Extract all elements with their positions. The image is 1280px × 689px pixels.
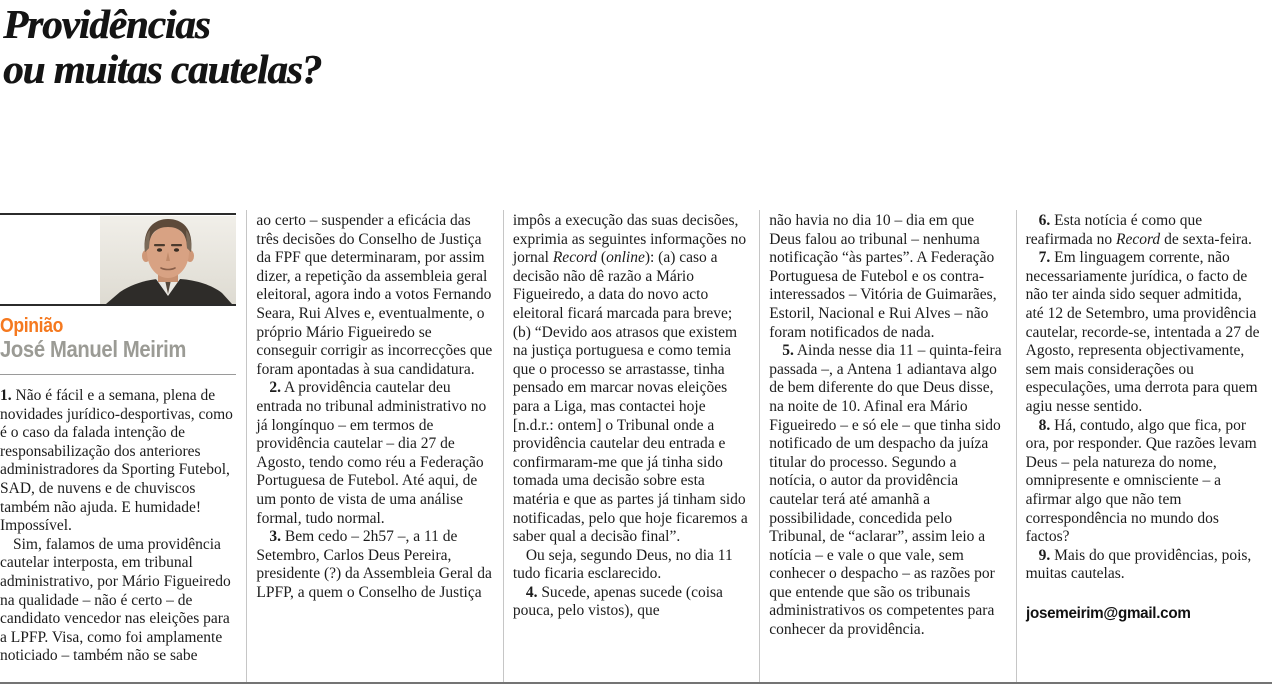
column-text [513, 210, 749, 621]
text-column-2 [246, 210, 502, 683]
article-columns [0, 210, 1272, 683]
paragraph: 4. Sucede, apenas sucede (coisa pouca, pelo vistos), que [512, 583, 723, 620]
headline-line-2: ou muitas cautelas? [3, 46, 322, 92]
bottom-divider [0, 682, 1272, 684]
paragraph: 1. Não é fácil e a semana, plena de novidades jurídico-desportivas, como é o caso da falada intenção de responsabilização dos anteriores administradores da Sporting Futebol, SAD, de nuvens e de chuviscos também não ajuda. E humidade! Impossível. [0, 387, 233, 535]
paragraph: impôs a execução das suas decisões, exprimia as seguintes informações no jornal Record (online): (a) caso a decisão não dê razão a Mário Figueiredo, a data do novo acto eleitoral ficará marcada para breve; (b) “Devido aos atrasos que existem na justiça portuguesa e como temia que o processo se arrastasse, tinha pensado em marcar novas eleições para a Liga, mas contactei hoje [n.d.r.: ontem] o Tribunal onde a providência cautelar deu entrada e confirmaram-me que já tinha sido tomada uma decisão sobre esta matéria e que as partes já tinham sido notificadas, pelo que hoje ficaremos a saber qual a decisão final”. [512, 212, 748, 546]
column-text [0, 385, 236, 666]
paragraph: 8. Há, contudo, algo que fica, por ora, por responder. Que razões levam Deus – pela natureza do nome, omnipresente e omnisciente – a afirmar algo que não tem correspondência no mundo dos factos? [1025, 416, 1257, 546]
divider [0, 213, 236, 215]
paragraph: 2. A providência cautelar deu entrada no tribunal administrativo no já longínquo – em termos de providência cautelar – dia 27 de Agosto, tendo como réu a Federação Portuguesa de Futebol. Até aqui, de um ponto de vista de uma análise formal, tudo normal. [256, 379, 487, 527]
divider [0, 304, 236, 306]
paragraph: 9. Mais do que providências, pois, muitas cautelas. [1025, 546, 1252, 583]
text-column-4 [759, 210, 1015, 683]
author-email: josemeirim@gmail.com [1025, 604, 1191, 622]
section-label: Opinião [0, 315, 64, 337]
column-text [256, 210, 492, 602]
column-text [1026, 210, 1262, 584]
paragraph: 5. Ainda nesse dia 11 – quinta-feira passada –, a Antena 1 adiantava algo de bem diferente do que Deus disse, na noite de 10. Afinal era Mário Figueiredo – e só ele – que tinha sido notificado de um despacho da juíza titular do processo. Segundo a notícia, o autor da providência cautelar terá até amanhã a possibilidade, concedida pelo Tribunal, de “aclarar”, assim leio a notícia – e vale o que vale, sem conhecer o despacho – as razões por que entende que são os tribunais administrativos os competentes para conhecer da providência. [769, 342, 1002, 639]
paragraph: 7. Em linguagem corrente, não necessariamente jurídica, o facto de não ter ainda sido sequer admitida, até 12 de Setembro, uma providência cautelar, recorde-se, intentada a 27 de Agosto, representa objectivamente, sem mais considerações ou especulações, uma derrota para quem agiu nesse sentido. [1025, 249, 1260, 415]
paragraph: Sim, falamos de uma providência cautelar interposta, em tribunal administrativo, por Mário Figueiredo na qualidade – não é certo – de candidato vencedor nas eleições para a LPFP. Visa, como foi amplamente noticiado – também não se sabe [0, 535, 231, 665]
paragraph: não havia no dia 10 – dia em que Deus falou ao tribunal – nenhuma notificação “às partes”. A Federação Portuguesa de Futebol e os contra-interessados – Vitória de Guimarães, Estoril, Nacional e Rui Alves – não foram notificados de nada. [769, 212, 997, 341]
text-column-5 [1016, 210, 1272, 683]
column-text [769, 210, 1005, 640]
headline-line-1: Providências [3, 1, 210, 47]
paragraph: 3. Bem cedo – 2h57 –, a 11 de Setembro, Carlos Deus Pereira, presidente (?) da Assembleia Geral da LPFP, a quem o Conselho de Justiça [256, 528, 492, 601]
text-column-1 [0, 210, 246, 683]
text-column-3 [503, 210, 759, 683]
paragraph: Ou seja, segundo Deus, no dia 11 tudo ficaria esclarecido. [512, 546, 733, 583]
paragraph: 6. Esta notícia é como que reafirmada no Record de sexta-feira. [1025, 212, 1252, 248]
divider [0, 374, 236, 375]
paragraph: ao certo – suspender a eficácia das três decisões do Conselho de Justiça da FPF que determinaram, por assim dizer, a repetição da assembleia geral eleitoral, agora indo a votos Fernando Seara, Rui Alves e, eventualmente, o próprio Mário Figueiredo se conseguir corrigir as incorrecções que foram apontadas à sua candidatura. [256, 212, 493, 378]
page-title [3, 2, 321, 92]
author-name: José Manuel Meirim [0, 336, 187, 362]
author-photo [100, 216, 236, 304]
